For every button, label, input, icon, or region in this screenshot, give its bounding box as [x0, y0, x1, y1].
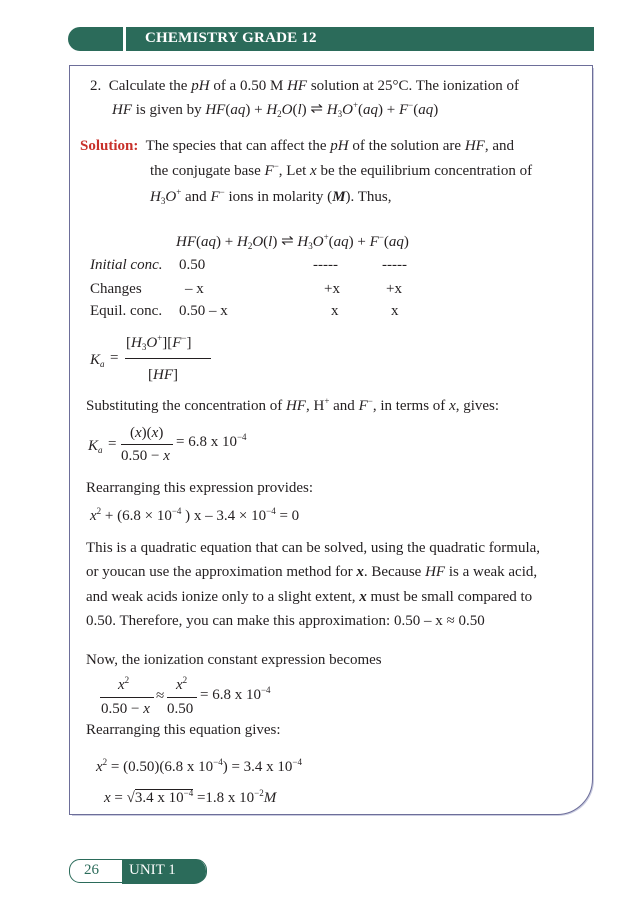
page-header-title: CHEMISTRY GRADE 12 [145, 30, 317, 46]
now-line: Now, the ionization constant expression becomes [86, 652, 382, 668]
problem-line-2: HF is given by $HF(aq) + H_2O(l)$ ⇌ $H_3O^+(aq) + F^-(aq)$ [112, 100, 439, 119]
approx-den-2: 0.50 [167, 701, 194, 717]
problem-line-1: 2. Calculate the pH of a 0.50 M HF solution at 25°C. The ionization of [90, 78, 520, 94]
para-line-4: 0.50. Therefore, you can make this approximation: 0.50 – x ≈ 0.50 [86, 613, 485, 629]
ice-cell: ----- [313, 257, 338, 273]
para-line-3: and weak acids ionize only to a slight extent, x must be small compared to [86, 589, 533, 605]
approx-num-2: $x^2$ [176, 675, 188, 693]
x-result-line: x = √3.4 x $10^{-4} =1.8$ x $10^{-2}M$ [104, 788, 277, 806]
ice-cell: +x [386, 281, 402, 297]
fraction-line [125, 358, 211, 359]
ka-symbol-2: $K_a$ [88, 438, 103, 455]
ka-symbol: $K_a$ [90, 352, 105, 369]
unit-label: UNIT 1 [129, 862, 176, 878]
ionization-equation: $HF(aq) + H_2O(l)$ ⇌ $H_3O^+(aq) + F^-(aq)$ [176, 232, 409, 251]
equals-sign: = [108, 436, 117, 452]
ice-cell: +x [324, 281, 340, 297]
ka2-numerator: (x)(x) [130, 425, 164, 441]
ice-cell: x [391, 303, 399, 319]
ka2-denominator: 0.50 − x [121, 448, 170, 464]
approx-den-1: 0.50 − x [101, 701, 150, 717]
x-squared-line: $x^2 = (0.50)(6.8$ x $10^{-4}) = 3.4$ x $10^{-4}$ [96, 757, 302, 775]
header-separator [123, 27, 126, 51]
ka-numerator: $[H_3O^+][F^-]$ [126, 333, 192, 352]
fraction-line [121, 444, 173, 445]
page-number: 26 [84, 862, 99, 878]
ka2-value: = 6.8 x $10^{-4}$ [176, 432, 247, 450]
approx-num-1: $x^2$ [118, 675, 130, 693]
quadratic-equation: $x^2 + (6.8 \times 10^{-4}$ ) $x - 3.4 \times 10^{-4} = 0$ [90, 506, 300, 524]
solution-line-1: Solution: The species that can affect the pH of the solution are HF, and [80, 138, 514, 154]
fraction-line [100, 697, 154, 698]
ice-label-equil: Equil. conc. [90, 303, 163, 319]
fraction-line [167, 697, 197, 698]
approx-sign: ≈ [156, 688, 165, 704]
ice-cell: – x [185, 281, 204, 297]
solution-line-3: $H_3O^+$ and F− ions in molarity (M). Thus, [150, 187, 392, 206]
ka-denominator: [HF] [148, 367, 178, 383]
rearranging-1: Rearranging this expression provides: [86, 480, 314, 496]
equals-sign: = [110, 350, 119, 366]
ice-label-changes: Changes [90, 281, 142, 297]
ice-cell: ----- [382, 257, 407, 273]
ice-cell: x [331, 303, 339, 319]
ice-label-initial: Initial conc. [90, 257, 163, 273]
rearranging-2: Rearranging this equation gives: [86, 722, 281, 738]
approx-value: = 6.8 x $10^{-4}$ [200, 685, 271, 703]
ice-cell: 0.50 – x [179, 303, 228, 319]
ice-cell: 0.50 [179, 257, 206, 273]
solution-line-2: the conjugate base F−, Let x be the equilibrium concentration of [150, 161, 533, 179]
substituting-line: Substituting the concentration of HF, H+ and F−, in terms of x, gives: [86, 396, 500, 414]
para-line-2: or youcan use the approximation method for x. Because HF is a weak acid, [86, 564, 538, 580]
para-line-1: This is a quadratic equation that can be solved, using the quadratic formula, [86, 540, 541, 556]
